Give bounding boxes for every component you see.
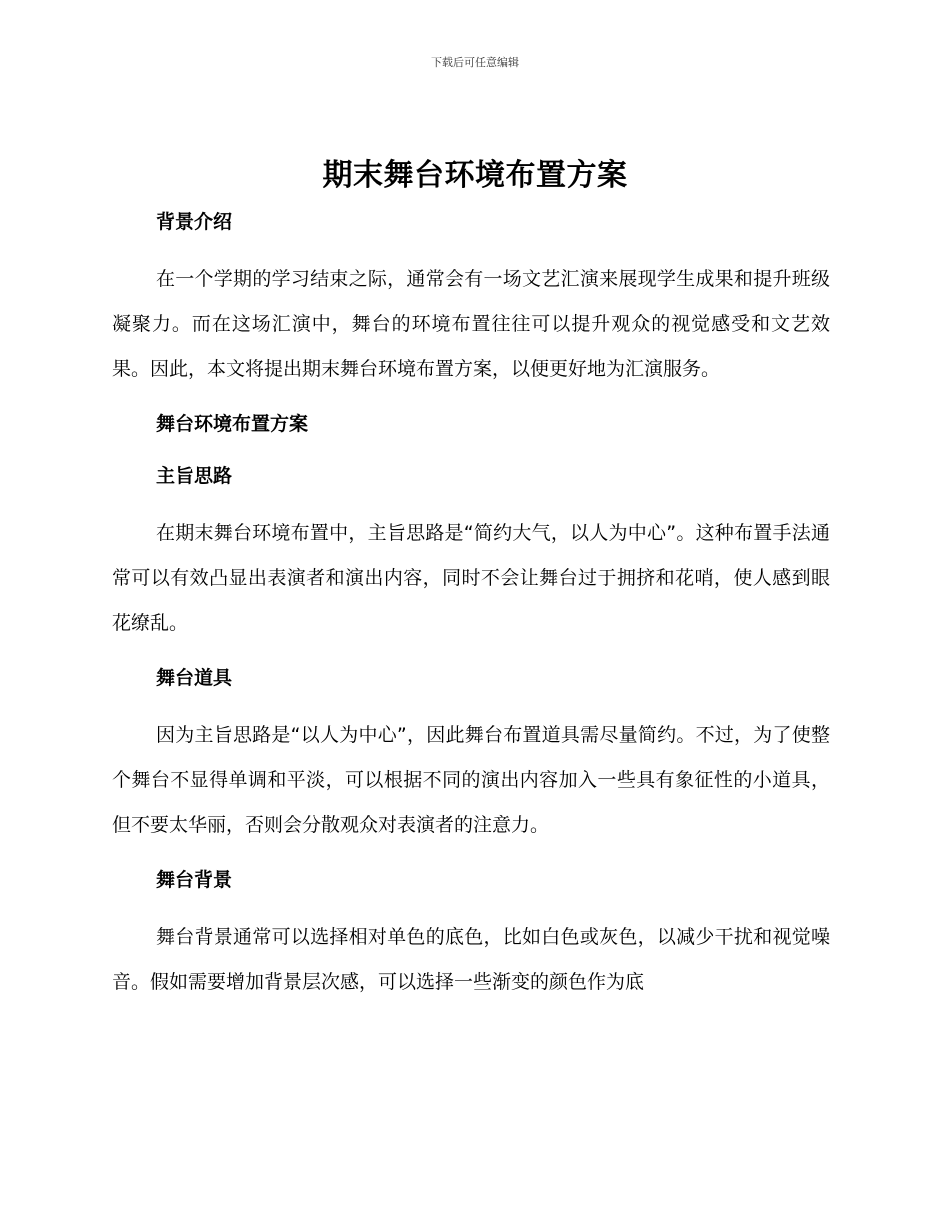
header-note: 下载后可任意编辑 — [431, 56, 519, 69]
section-paragraph-main-idea: 在期末舞台环境布置中，主旨思路是“简约大气，以人为中心”。这种布置手法通常可以有效凸显出表演者和演出内容，同时不会让舞台过于拥挤和花哨，使人感到眼花缭乱。 — [112, 522, 830, 634]
section-heading-props: 舞台道具 — [156, 667, 233, 689]
section-paragraph-background: 在一个学期的学习结束之际，通常会有一场文艺汇演来展现学生成果和提升班级凝聚力。而在这场汇演中，舞台的环境布置往往可以提升观众的视觉感受和文艺效果。因此，本文将提出期末舞台环境布置方案，以便更好地为汇演服务。 — [112, 268, 830, 380]
document-title: 期末舞台环境布置方案 — [322, 158, 628, 193]
section-paragraph-props: 因为主旨思路是“以人为中心”，因此舞台布置道具需尽量简约。不过，为了使整个舞台不显得单调和平淡，可以根据不同的演出内容加入一些具有象征性的小道具，但不要太华丽，否则会分散观众对表演者的注意力。 — [112, 724, 830, 836]
section-heading-background: 背景介绍 — [156, 211, 233, 233]
section-heading-backdrop: 舞台背景 — [156, 869, 233, 891]
document-body — [112, 202, 830, 1005]
section-heading-plan: 舞台环境布置方案 — [156, 413, 309, 435]
section-heading-main-idea: 主旨思路 — [156, 465, 233, 487]
section-paragraph-backdrop: 舞台背景通常可以选择相对单色的底色，比如白色或灰色，以减少干扰和视觉噪音。假如需要增加背景层次感，可以选择一些渐变的颜色作为底 — [112, 926, 830, 993]
